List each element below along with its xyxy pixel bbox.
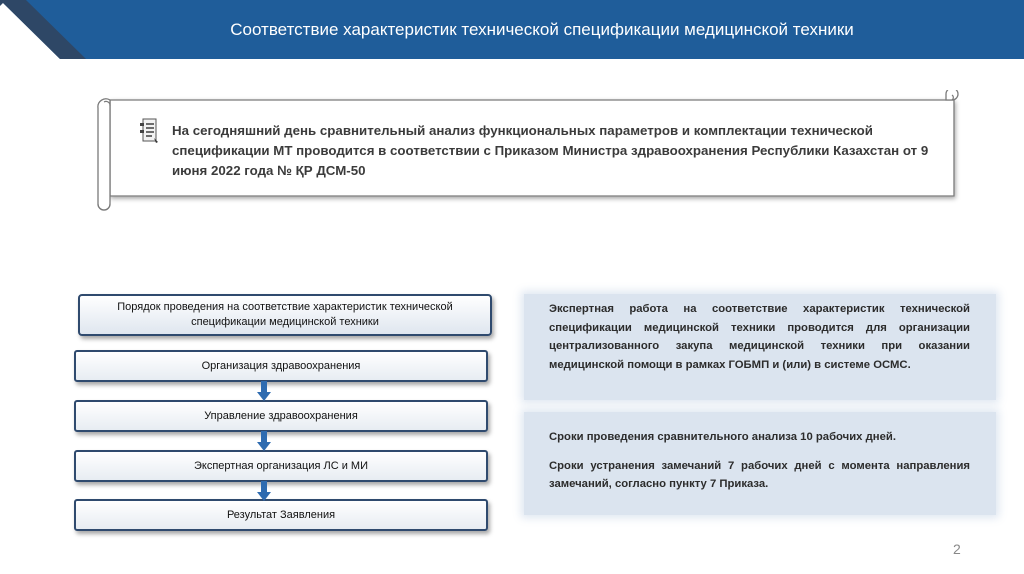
- flow-step-healthcare-organization: Организация здравоохранения: [74, 350, 488, 382]
- flow-heading: Порядок проведения на соответствие характеристик технической спецификации медицинской техники: [78, 294, 492, 336]
- flow-step-expert-organization: Экспертная организация ЛС и МИ: [74, 450, 488, 482]
- down-arrow-icon: [257, 381, 271, 401]
- flow-step-application-result: Результат Заявления: [74, 499, 488, 531]
- down-arrow-icon: [257, 431, 271, 451]
- analysis-term-text: Сроки проведения сравнительного анализа 10 рабочих дней.: [549, 431, 896, 443]
- header-band: [0, 0, 1024, 59]
- page-number: 2: [953, 541, 961, 557]
- down-arrow-icon: [257, 481, 271, 501]
- fix-term-text: Сроки устранения замечаний 7 рабочих дней с момента направления замечаний, согласно пункту 7 Приказа.: [549, 459, 970, 490]
- terms-panel: [524, 412, 996, 515]
- scroll-banner: [96, 90, 966, 212]
- page-title: Соответствие характеристик технической спецификации медицинской техники: [230, 19, 854, 39]
- flow-step-healthcare-department: Управление здравоохранения: [74, 400, 488, 432]
- expert-work-text: Экспертная работа на соответствие характеристик технической спецификации медицинской техники проводится для организации централизованного закупа медицинской техники при оказании медицинской помощи в рамках ГОБМП и (или) в системе ОСМС.: [549, 303, 970, 371]
- expert-work-panel: [524, 294, 996, 400]
- document-list-icon: [140, 118, 160, 144]
- banner-text: На сегодняшний день сравнительный анализ функциональных параметров и комплектации технической спецификации МТ проводится в соответствии с Приказом Министра здравоохранения Республики Казахстан от 9 июня 2022 года № ҚР ДСМ-50: [172, 123, 929, 178]
